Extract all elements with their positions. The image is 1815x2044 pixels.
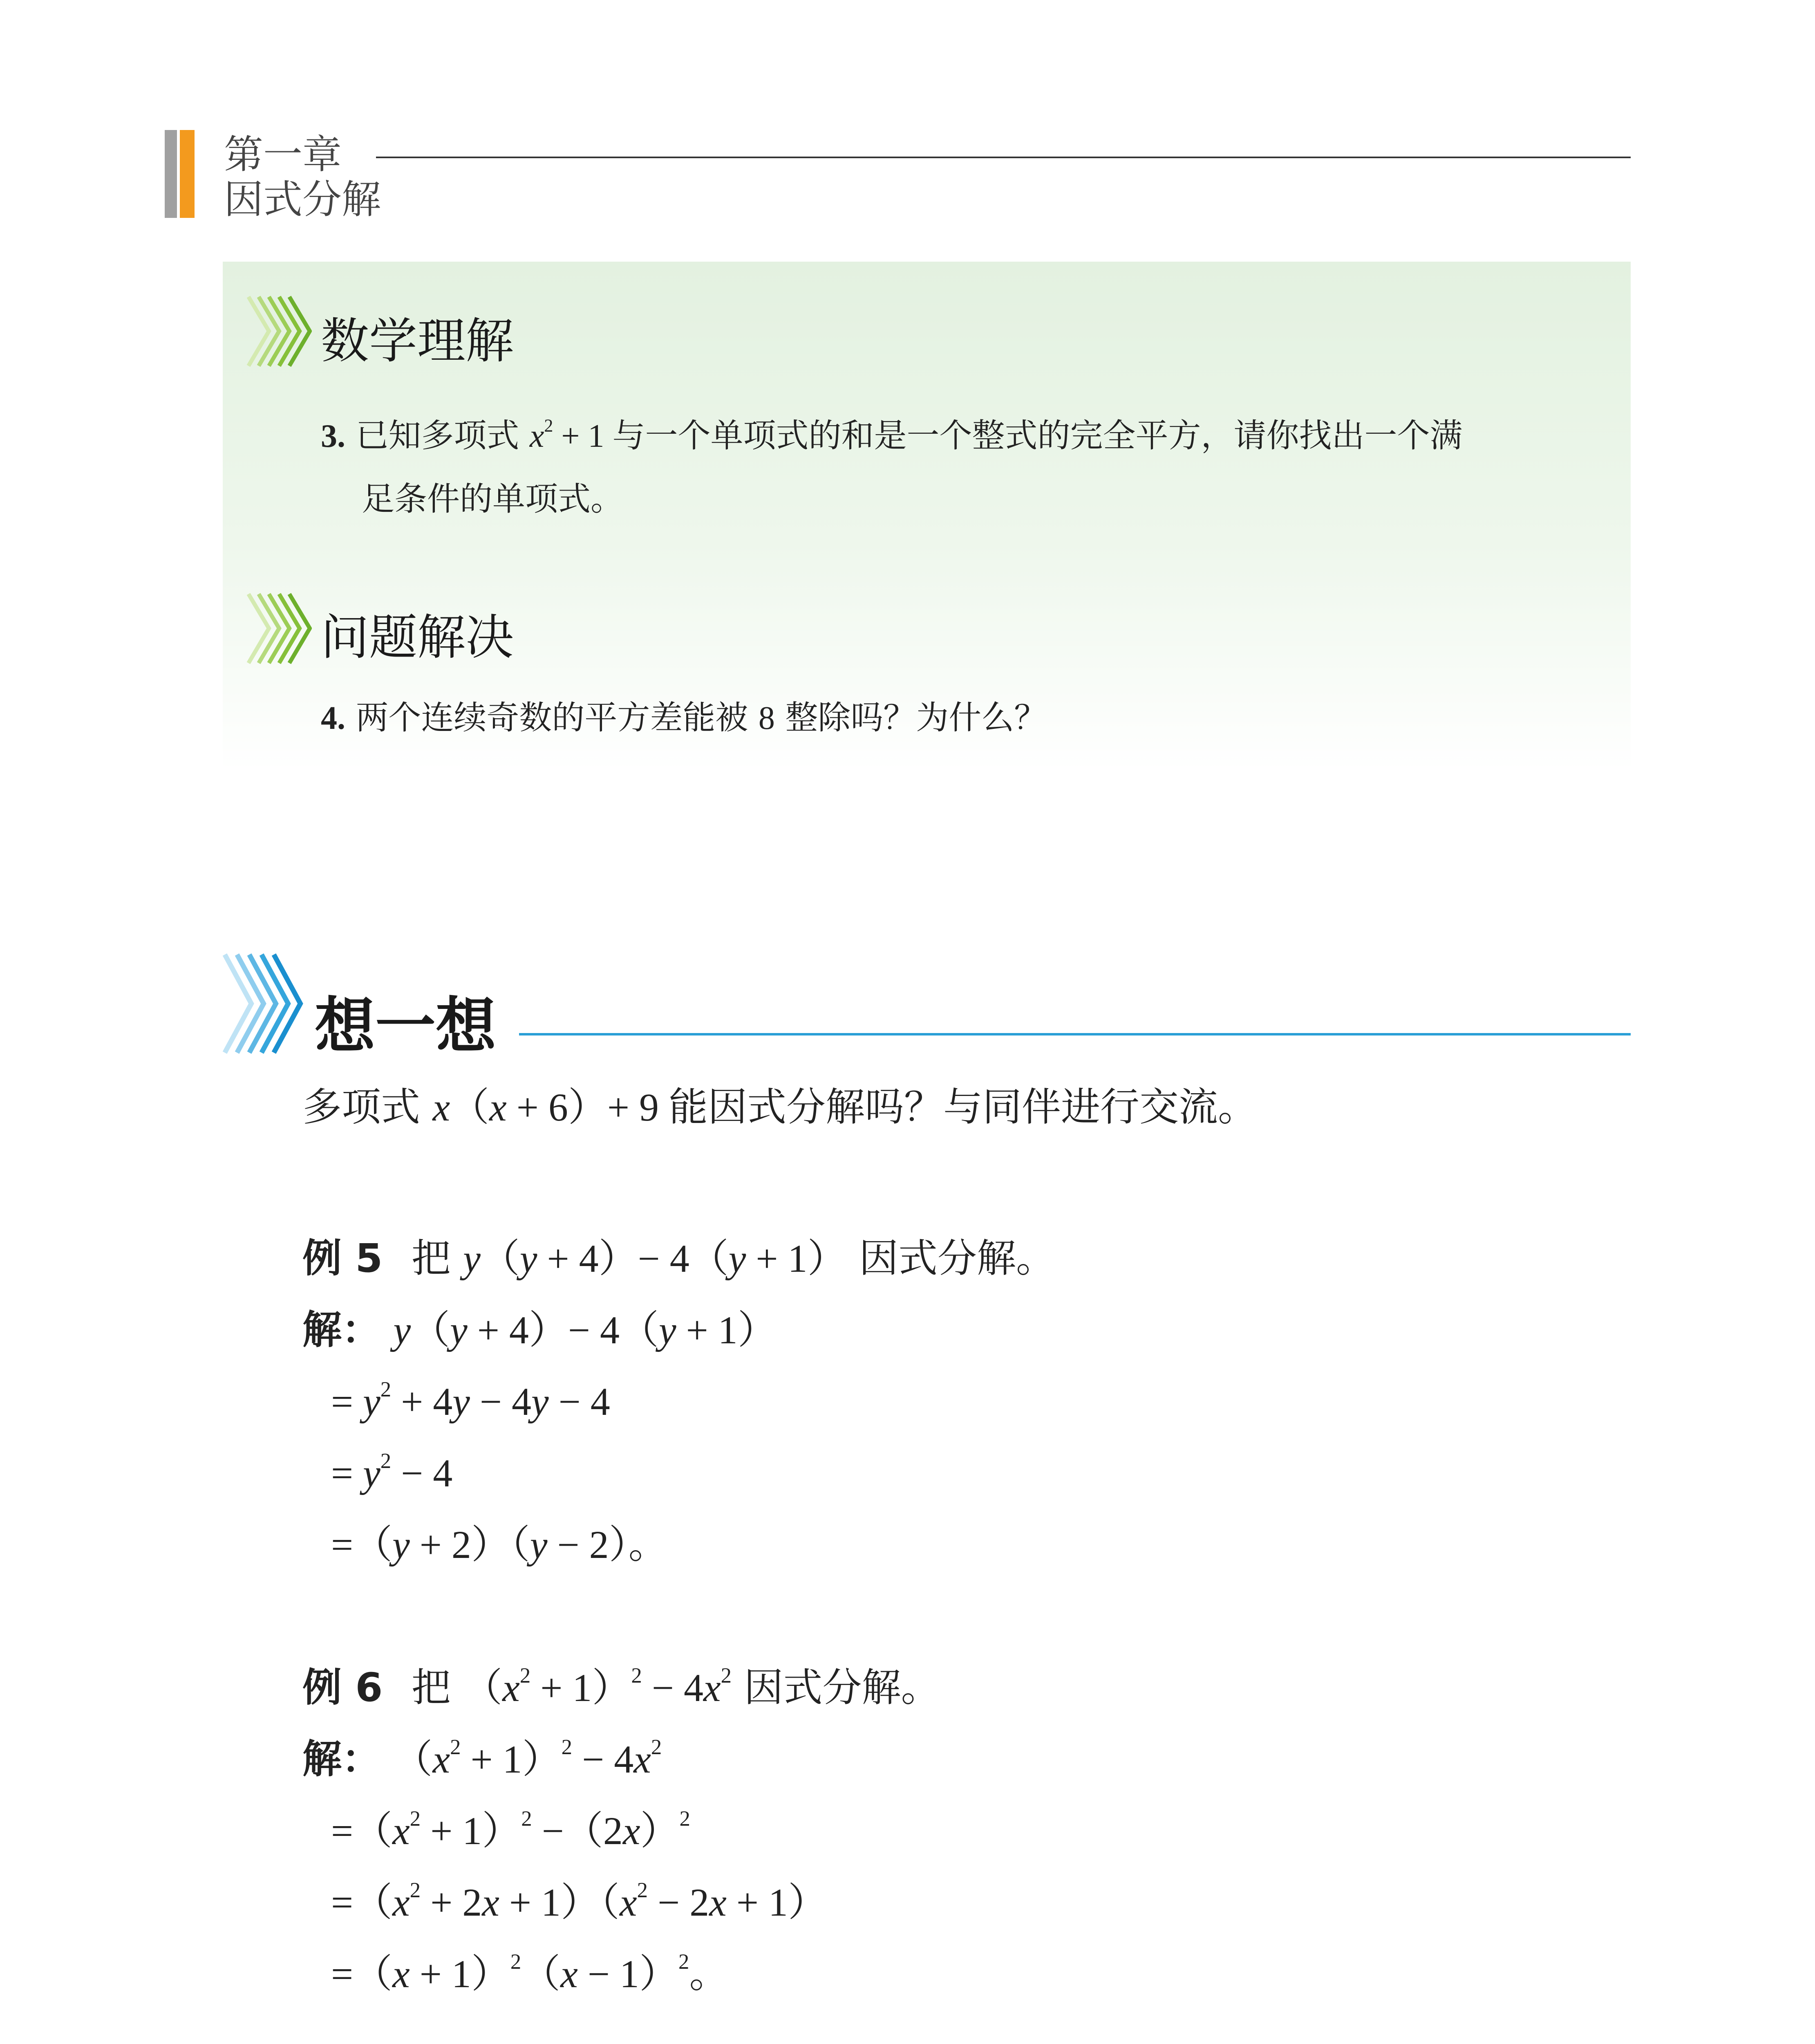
example-5-label: 例 5 [302,1235,383,1281]
example-5-step-0: y（y + 4）− 4（y + 1） [393,1308,777,1352]
exercise-4-text-b: 整除吗？为什么？ [785,699,1047,737]
example-6-heading [302,1664,940,1710]
chapter-title: 因式分解 [224,177,381,222]
example-6-expression: $(x^2 + 1)^2 - 4x^2$ [463,1664,732,1710]
section-title-solving: 问题解决 [321,609,514,666]
think-rule [519,1033,1631,1035]
example-5-text-a: 把 [411,1235,451,1281]
example-5-expression: y（y + 4）− 4（y + 1） [463,1237,847,1280]
green-chevron-icon [244,591,312,666]
exercise-4-number: 4. [321,700,345,736]
think-text-a: 多项式 [302,1084,420,1130]
exercise-4-text-a: 两个连续奇数的平方差能被 [356,699,748,737]
example-6-label: 例 6 [302,1665,383,1710]
exercise-3 [321,405,1463,467]
solution-label: 解： [302,1736,381,1782]
example-5-solution [302,1307,777,1353]
example-6-step-3: $=(x + 1)^2(x - 1)^2$。 [331,1950,729,1996]
think-expression: x（x + 6）+ 9 [432,1085,669,1129]
exercise-3-line2: 足条件的单项式。 [362,480,623,518]
example-5-step-1: = $y^2 + 4y - 4y - 4$ [331,1378,610,1423]
example-6-text-a: 把 [411,1665,451,1710]
example-5-text-b: 因式分解。 [859,1235,1056,1281]
example-5-heading [302,1235,1056,1281]
section-title-think: 想一想 [315,990,496,1061]
example-6-step-0: $(x^2 + 1)^2 - 4x^2$ [393,1735,662,1781]
exercise-3-text-a: 已知多项式 [356,417,519,455]
section-title-understanding: 数学理解 [321,313,514,369]
chapter-bar-gray [165,130,177,218]
header-rule [376,157,1631,158]
example-6-text-b: 因式分解。 [744,1665,940,1710]
green-chevron-icon [244,294,312,369]
blue-chevron-icon [221,950,307,1057]
example-6-step-1: $=(x^2 + 1)^2 -(2x)^2$ [331,1807,690,1853]
chapter-bar-orange [180,130,195,218]
example-5-step-3: =（y + 2）（y − 2）。 [331,1523,668,1567]
exercise-3-text-b: 与一个单项式的和是一个整式的完全平方，请你找出一个满 [612,417,1463,455]
exercise-3-number: 3. [321,418,345,454]
example-6-solution [302,1735,662,1782]
think-text-b: 能因式分解吗？与同伴进行交流。 [669,1084,1258,1130]
exercise-4 [321,687,1047,749]
chapter-label: 第一章 [224,132,342,177]
exercise-4-number-eight: 8 [758,700,775,736]
example-5-step-2: = $y^2 - 4$ [331,1449,453,1495]
solution-label: 解： [302,1307,381,1353]
exercise-3-expression: $x^2 + 1$ [529,415,613,454]
example-6-step-2: $=(x^2 + 2x + 1)(x^2 - 2x + 1)$ [331,1878,827,1924]
think-question [302,1084,1258,1130]
